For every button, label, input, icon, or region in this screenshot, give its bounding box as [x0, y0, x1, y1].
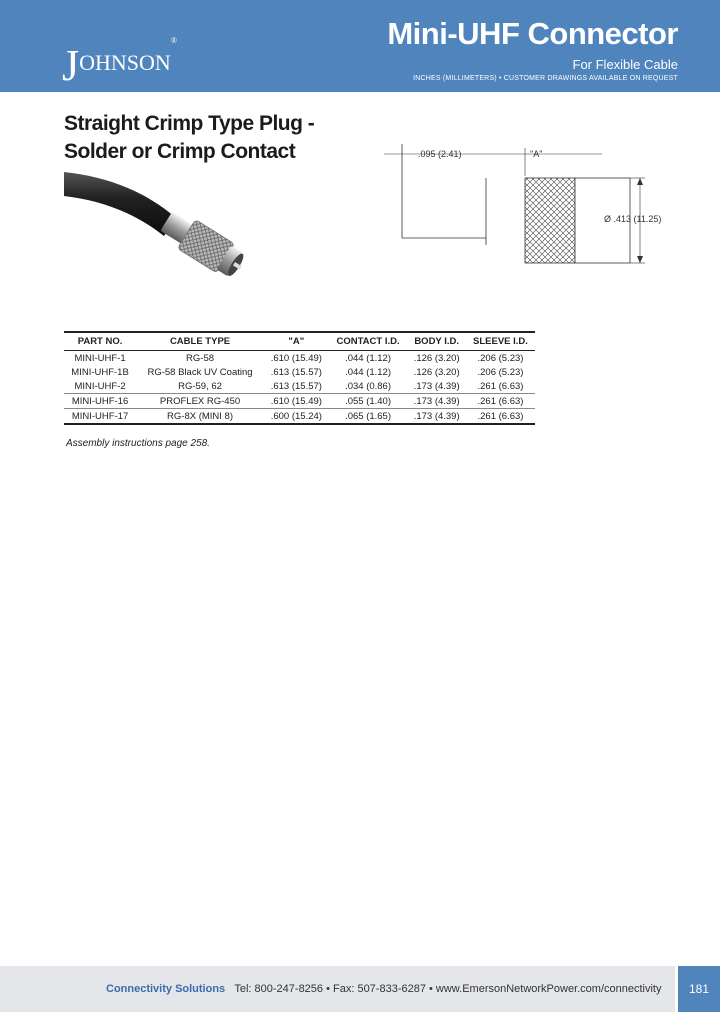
table-row — [64, 379, 535, 394]
cell-a: .600 (15.24) — [264, 409, 329, 425]
logo-initial: J — [62, 41, 80, 90]
logo-registered-mark: ® — [170, 36, 177, 45]
cell-part-no: MINI-UHF-1 — [74, 352, 126, 364]
footer-brand: Connectivity Solutions — [106, 983, 226, 995]
cell-sleeve-id: .261 (6.63) — [466, 394, 535, 409]
cell-body-id: .173 (4.39) — [407, 409, 466, 425]
page-title: Mini-UHF Connector — [387, 16, 678, 51]
dim-diameter-label: Ø .413 (11.25) — [604, 214, 662, 224]
footer-contact-line — [106, 983, 662, 995]
cell-part-no: MINI-UHF-1B — [71, 366, 129, 378]
cell-contact-id: .065 (1.65) — [329, 409, 408, 425]
cell-sleeve-id: .261 (6.63) — [466, 409, 535, 425]
table-header-row — [64, 332, 535, 351]
product-title-line2: Solder or Crimp Contact — [64, 140, 296, 163]
product-title — [64, 110, 314, 166]
assembly-note: Assembly instructions page 258. — [66, 438, 210, 449]
cell-cable-type: RG-8X (MINI 8) — [136, 409, 264, 425]
col-body-id: BODY I.D. — [407, 332, 466, 351]
cell-a: .613 (15.57) — [270, 366, 322, 378]
col-a: "A" — [264, 332, 329, 351]
product-title-line1: Straight Crimp Type Plug - — [64, 112, 315, 135]
col-cable-type: CABLE TYPE — [136, 332, 264, 351]
table-row — [64, 394, 535, 409]
connector-photo — [64, 170, 264, 300]
col-part-no: PART NO. — [64, 332, 136, 351]
logo-text: OHNSON — [79, 50, 171, 75]
cell-part-no: MINI-UHF-2 — [74, 380, 126, 392]
cell-part-no: MINI-UHF-16 — [64, 394, 136, 409]
cell-sleeve-id: .206 (5.23) — [477, 352, 524, 364]
col-contact-id: CONTACT I.D. — [329, 332, 408, 351]
cell-body-id: .173 (4.39) — [407, 394, 466, 409]
cell-sleeve-id: .206 (5.23) — [477, 366, 524, 378]
cell-cable-type: RG-58 — [186, 352, 215, 364]
cell-body-id: .126 (3.20) — [413, 352, 460, 364]
page-number: 181 — [678, 966, 720, 1012]
cell-a: .610 (15.49) — [264, 394, 329, 409]
johnson-logo — [62, 30, 177, 90]
cell-body-id: .173 (4.39) — [413, 380, 460, 392]
dim-a-label: "A" — [530, 149, 543, 159]
cell-contact-id: .044 (1.12) — [345, 366, 392, 378]
header-bar — [0, 0, 720, 92]
dim-left-label: .095 (2.41) — [418, 149, 462, 159]
cell-a: .610 (15.49) — [270, 352, 322, 364]
footer-bar — [0, 966, 675, 1012]
table-row — [64, 365, 535, 379]
col-sleeve-id: SLEEVE I.D. — [466, 332, 535, 351]
cell-part-no: MINI-UHF-17 — [64, 409, 136, 425]
page-subtitle: For Flexible Cable — [572, 57, 678, 72]
footer-contact: Tel: 800-247-8256 • Fax: 507-833-6287 • www.EmersonNetworkPower.com/connectivity — [234, 983, 662, 995]
cell-sleeve-id: .261 (6.63) — [477, 380, 524, 392]
cell-cable-type: PROFLEX RG-450 — [136, 394, 264, 409]
cell-contact-id: .034 (0.86) — [345, 380, 392, 392]
cell-cable-type: RG-58 Black UV Coating — [147, 366, 253, 378]
table-row — [64, 351, 535, 366]
cell-a: .613 (15.57) — [270, 380, 322, 392]
cell-contact-id: .044 (1.12) — [345, 352, 392, 364]
cell-contact-id: .055 (1.40) — [329, 394, 408, 409]
units-note: INCHES (MILLIMETERS) • CUSTOMER DRAWINGS AVAILABLE ON REQUEST — [413, 75, 678, 82]
table-row — [64, 409, 535, 425]
cell-cable-type: RG-59, 62 — [178, 380, 222, 392]
specifications-table — [64, 331, 535, 425]
cell-body-id: .126 (3.20) — [413, 366, 460, 378]
dimension-drawing — [380, 140, 690, 275]
